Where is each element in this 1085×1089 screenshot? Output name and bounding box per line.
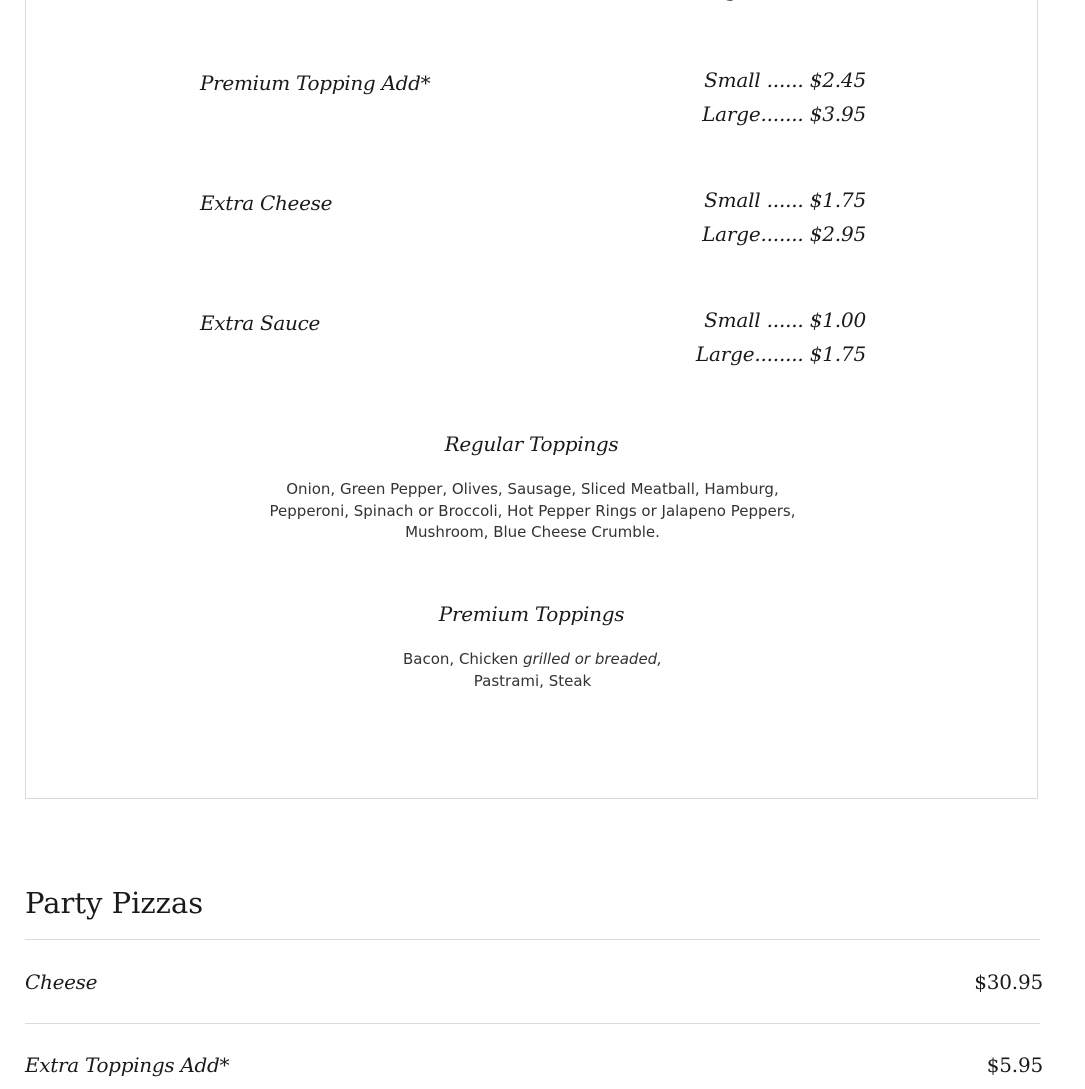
regular-toppings-line: Mushroom, Blue Cheese Crumble. xyxy=(405,523,660,541)
small-price: Small ...... $1.00 xyxy=(704,308,866,332)
premium-toppings-text: Bacon, Chicken xyxy=(403,650,523,668)
regular-toppings-line: Pepperoni, Spinach or Broccoli, Hot Pepper Rings or Jalapeno Peppers, xyxy=(269,501,796,520)
cut-off-price xyxy=(689,0,865,1)
addon-row-extra-cheese xyxy=(200,188,866,261)
menu-item-cheese xyxy=(25,970,1043,1006)
divider xyxy=(25,1023,1040,1024)
addon-name: Premium Topping Add* xyxy=(200,71,431,95)
addon-prices xyxy=(702,183,866,251)
menu-item-name: Cheese xyxy=(25,970,98,994)
toppings-card xyxy=(25,0,1038,799)
addon-row-premium-topping xyxy=(200,68,866,141)
premium-toppings-note: grilled or breaded, xyxy=(523,650,662,668)
addon-prices xyxy=(696,303,866,371)
premium-toppings-title: Premium Toppings xyxy=(438,602,625,626)
premium-toppings-line: Pastrami, Steak xyxy=(473,671,592,690)
regular-toppings-title: Regular Toppings xyxy=(444,432,619,456)
regular-toppings-list xyxy=(246,479,819,544)
addon-name: Extra Cheese xyxy=(200,191,333,215)
premium-toppings-line xyxy=(246,649,819,671)
addon-name: Extra Sauce xyxy=(200,311,321,335)
large-price: Large....... $3.95 xyxy=(702,102,866,126)
large-price: Large....... $2.95 xyxy=(702,222,866,246)
menu-item-price: $30.95 xyxy=(974,970,1043,994)
party-pizzas-heading: Party Pizzas xyxy=(25,886,204,920)
premium-toppings-list xyxy=(246,649,819,692)
addon-row-extra-sauce xyxy=(200,308,866,381)
menu-item-price: $5.95 xyxy=(986,1053,1043,1077)
addon-prices xyxy=(702,63,866,131)
small-price: Small ...... $1.75 xyxy=(704,188,866,212)
regular-toppings-line: Onion, Green Pepper, Olives, Sausage, Sliced Meatball, Hamburg, xyxy=(286,480,779,498)
large-price: Large........ $1.75 xyxy=(695,342,866,366)
small-price: Small ...... $2.45 xyxy=(704,68,866,92)
divider xyxy=(25,939,1040,940)
menu-item-name: Extra Toppings Add* xyxy=(25,1053,230,1077)
